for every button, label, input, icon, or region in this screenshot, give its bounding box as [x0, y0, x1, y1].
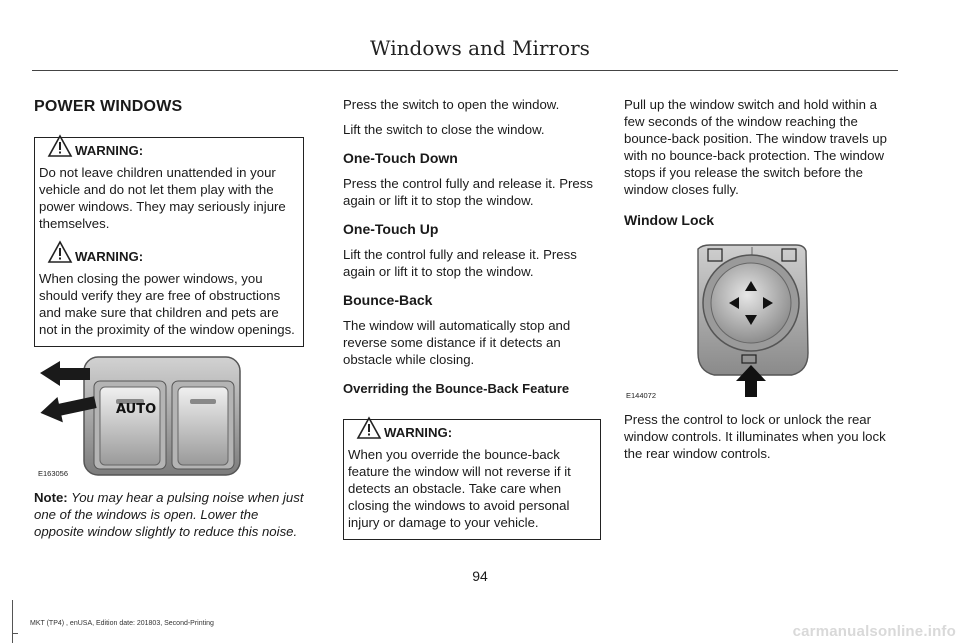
- paragraph: Lift the switch to close the window.: [343, 122, 545, 137]
- subheading-one-touch-up: One-Touch Up: [343, 221, 439, 237]
- column-1: [34, 96, 304, 548]
- paragraph: Lift the control fully and release it. Press again or lift it to stop the window.: [343, 247, 577, 279]
- page-number: 94: [472, 568, 488, 584]
- page-header-title: Windows and Mirrors: [370, 36, 590, 60]
- header-rule: [32, 70, 898, 71]
- window-switch-figure: [34, 355, 244, 479]
- figure-id: E144072: [626, 391, 657, 400]
- warning-box-1: [34, 137, 304, 347]
- warning-text: When closing the power windows, you should verify they are free of obstructions and make sure that children and pets are not in the proximity of the window openings.: [39, 271, 295, 337]
- mirror-control-illustration: [624, 241, 834, 401]
- warning-2: [39, 248, 299, 338]
- warning-triangle-icon: [47, 134, 73, 158]
- column-2: [343, 96, 601, 540]
- footer-edition-text: MKT (TP4) , enUSA, Edition date: 201803, Second-Printing: [30, 620, 214, 627]
- subheading-overriding: Overriding the Bounce-Back Feature: [343, 381, 570, 396]
- warning-1: [39, 142, 299, 232]
- watermark: carmanualsonline.info: [792, 623, 956, 640]
- subheading-bounce-back: Bounce-Back: [343, 292, 433, 308]
- note: [34, 489, 304, 540]
- window-lock-figure: [624, 241, 834, 401]
- warning-text: When you override the bounce-back feature the window will not reverse if it detects an obstacle. Take care when closing the windows to avoid personal injury or damage to your vehicle.: [348, 447, 571, 530]
- warning-triangle-icon: [356, 416, 382, 440]
- paragraph: Press the control to lock or unlock the rear window controls. It illuminates when you lock the rear window controls.: [624, 412, 886, 461]
- figure-id: E163056: [38, 469, 69, 478]
- subheading-one-touch-down: One-Touch Down: [343, 150, 458, 166]
- section-heading: POWER WINDOWS: [34, 98, 183, 115]
- warning-text: Do not leave children unattended in your vehicle and do not let them play with the power windows. They may seriously injure themselves.: [39, 165, 286, 231]
- paragraph: Pull up the window switch and hold within a few seconds of the window reaching the bounce-back position. The window travels up with no bounce-back protection. The window stops if you release the switch before the window closes fully.: [624, 97, 887, 197]
- crop-mark: [12, 633, 18, 634]
- figure-label-auto: AUTO: [116, 402, 157, 417]
- paragraph: The window will automatically stop and reverse some distance if it detects an obstacle while closing.: [343, 318, 571, 367]
- crop-mark: [12, 600, 13, 643]
- column-3: [624, 96, 896, 470]
- subheading-window-lock: Window Lock: [624, 212, 715, 228]
- paragraph: Press the switch to open the window.: [343, 97, 560, 112]
- note-label: Note:: [34, 490, 68, 505]
- paragraph: Press the control fully and release it. Press again or lift it to stop the window.: [343, 176, 593, 208]
- warning-label: WARNING:: [384, 425, 453, 440]
- note-text: You may hear a pulsing noise when just one of the windows is open. Lower the opposite window slightly to reduce this noise.: [34, 490, 304, 539]
- warning-triangle-icon: [47, 240, 73, 264]
- warning-label: WARNING:: [75, 143, 144, 158]
- warning-3: [348, 424, 596, 531]
- warning-label: WARNING:: [75, 249, 144, 264]
- warning-box-3: [343, 419, 601, 540]
